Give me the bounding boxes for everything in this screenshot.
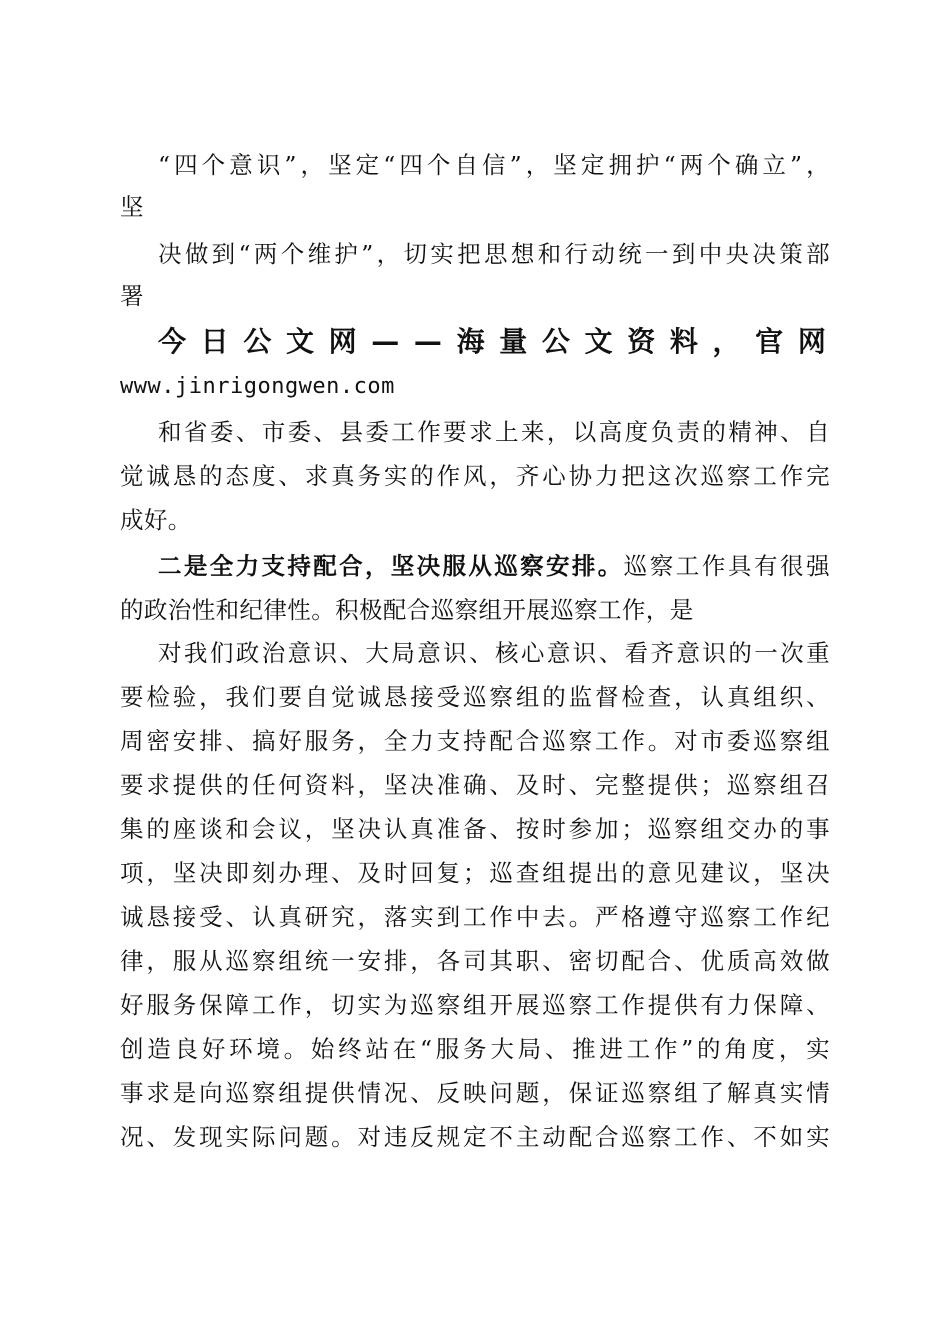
paragraph-lead-line bbox=[158, 546, 830, 586]
text-line: 署 bbox=[120, 282, 144, 310]
banner-char: 公 bbox=[541, 325, 570, 358]
site-url: www.jinrigongwen.com bbox=[120, 374, 395, 399]
banner-char: 料 bbox=[669, 325, 698, 358]
banner-char: 公 bbox=[243, 325, 272, 358]
text-line: 周密安排、搞好服务，全力支持配合巡察工作。对市委巡察组 bbox=[120, 727, 830, 755]
text-line: 坚 bbox=[120, 193, 144, 221]
text-line: 好服务保障工作，切实为巡察组开展巡察工作提供有力保障、 bbox=[120, 991, 830, 1019]
text-line: 要求提供的任何资料，坚决准确、及时、完整提供；巡察组召 bbox=[120, 771, 830, 799]
text-line: 况、发现实际问题。对违反规定不主动配合巡察工作、不如实 bbox=[120, 1123, 830, 1151]
banner-char: 官 bbox=[755, 325, 784, 358]
banner-char: ， bbox=[712, 325, 741, 358]
text-line: 事求是向巡察组提供情况、反映问题，保证巡察组了解真实情 bbox=[120, 1079, 830, 1107]
text-line: 项，坚决即刻办理、及时回复；巡查组提出的意见建议，坚决 bbox=[120, 859, 830, 887]
banner-char: 文 bbox=[285, 325, 314, 358]
text-line: “四个意识”，坚定“四个自信”，坚定拥护“两个确立”， bbox=[158, 151, 830, 179]
banner-char: 文 bbox=[584, 325, 613, 358]
text-line: 决做到“两个维护”，切实把思想和行动统一到中央决策部 bbox=[158, 240, 830, 268]
banner-char: 今 bbox=[158, 325, 187, 358]
text-line: 的政治性和纪律性。积极配合巡察组开展巡察工作，是 bbox=[120, 596, 694, 624]
text-line: 律，服从巡察组统一安排，各司其职、密切配合、优质高效做 bbox=[120, 947, 830, 975]
banner-char: 量 bbox=[499, 325, 528, 358]
banner-char: 海 bbox=[456, 325, 485, 358]
text-line: 觉诚恳的态度、求真务实的作风，齐心协力把这次巡察工作完 bbox=[120, 462, 830, 490]
site-banner bbox=[158, 320, 826, 364]
text-line: 诚恳接受、认真研究，落实到工作中去。严格遵守巡察工作纪 bbox=[120, 903, 830, 931]
text-line: 集的座谈和会议，坚决认真准备、按时参加；巡察组交办的事 bbox=[120, 815, 830, 843]
text-line: 成好。 bbox=[120, 506, 192, 534]
text-line: 要检验，我们要自觉诚恳接受巡察组的监督检查，认真组织、 bbox=[120, 683, 830, 711]
banner-char: 网 bbox=[797, 325, 826, 358]
banner-char: — bbox=[413, 325, 442, 358]
banner-char: — bbox=[371, 325, 400, 358]
banner-char: 资 bbox=[627, 325, 656, 358]
text-line: 创造良好环境。始终站在“服务大局、推进工作”的角度，实 bbox=[120, 1035, 830, 1063]
banner-char: 日 bbox=[200, 325, 229, 358]
banner-char: 网 bbox=[328, 325, 357, 358]
bold-lead: 二是全力支持配合，坚决服从巡察安排。 bbox=[158, 552, 624, 580]
text-line: 和省委、市委、县委工作要求上来，以高度负责的精神、自 bbox=[158, 418, 830, 446]
text-line: 对我们政治意识、大局意识、核心意识、看齐意识的一次重 bbox=[158, 639, 830, 667]
text-run: 巡察工作具有很强 bbox=[623, 552, 830, 580]
